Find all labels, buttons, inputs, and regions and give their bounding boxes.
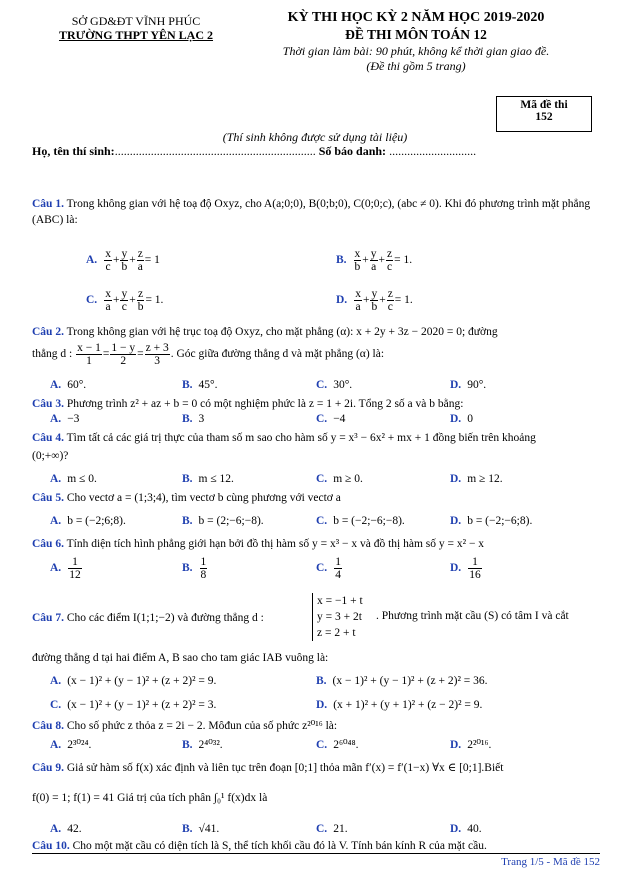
question-7-line-2: đường thẳng d tại hai điểm A, B sao cho tam giác IAB vuông là: bbox=[32, 652, 329, 664]
q5-option-b[interactable]: B. b = (2;−6;−8). bbox=[182, 515, 264, 527]
q5-option-d[interactable]: D. b = (−2;−6;8). bbox=[450, 515, 533, 527]
question-number: Câu 1. bbox=[32, 198, 64, 210]
q6-option-b[interactable]: B. $\frac{1}{8}$ bbox=[182, 556, 207, 581]
name-field[interactable]: ................................................................... bbox=[114, 144, 316, 158]
q5-option-a[interactable]: A. b = (−2;6;8). bbox=[50, 515, 126, 527]
q7-option-d[interactable]: D. (x + 1)² + (y + 1)² + (z − 2)² = 9. bbox=[316, 699, 483, 711]
sbd-field[interactable]: ............................. bbox=[389, 144, 477, 158]
exam-code-box bbox=[496, 96, 592, 132]
question-8: Câu 8. Cho số phức z thỏa z = 2i − 2. Môđun của số phức z²⁰¹⁶ là: bbox=[32, 720, 338, 732]
exam-pages: (Đề thi gồm 5 trang) bbox=[366, 59, 466, 73]
exam-code-value: 152 bbox=[535, 111, 553, 123]
q5-option-c[interactable]: C. b = (−2;−6;−8). bbox=[316, 515, 405, 527]
q3-option-c[interactable]: C. −4 bbox=[316, 413, 346, 425]
q2-option-b[interactable]: B. 45°. bbox=[182, 379, 218, 391]
question-9-line-2: f(0) = 1; f(1) = 41 Giá trị của tích phân ∫₀¹ f(x)dx là bbox=[32, 792, 268, 804]
question-1 bbox=[32, 196, 600, 228]
q4-option-b[interactable]: B. m ≤ 12. bbox=[182, 473, 234, 485]
q9-option-c[interactable]: C. 21. bbox=[316, 823, 348, 835]
q9-option-d[interactable]: D. 40. bbox=[450, 823, 482, 835]
q8-option-b[interactable]: B. 2⁴⁰³². bbox=[182, 739, 223, 751]
q3-option-b[interactable]: B. 3 bbox=[182, 413, 205, 425]
q4-option-d[interactable]: D. m ≥ 12. bbox=[450, 473, 503, 485]
q9-option-a[interactable]: A. 42. bbox=[50, 823, 82, 835]
q1-option-b[interactable]: B. $\frac{x}{b}$ + $\frac{y}{a}$ + $\frac{z}{c}$ = 1. bbox=[336, 248, 413, 273]
q6-option-c[interactable]: C. $\frac{1}{4}$ bbox=[316, 556, 341, 581]
exam-time: Thời gian làm bài: 90 phút, không kể thời gian giao đề. bbox=[282, 44, 550, 58]
exam-code-label: Mã đề thi bbox=[520, 99, 568, 111]
school-name: TRƯỜNG THPT YÊN LẠC 2 bbox=[58, 28, 214, 42]
candidate-info bbox=[32, 144, 476, 159]
sbd-label: Số báo danh: bbox=[318, 144, 387, 158]
q8-option-c[interactable]: C. 2⁶⁰⁴⁸. bbox=[316, 739, 359, 751]
question-7-text-post: . Phương trình mặt cầu (S) có tâm I và cắt bbox=[376, 610, 569, 622]
q2-option-c[interactable]: C. 30°. bbox=[316, 379, 353, 391]
q1-option-d[interactable]: D. $\frac{x}{a}$ + $\frac{y}{b}$ + $\frac{z}{c}$ = 1. bbox=[336, 288, 413, 313]
exam-subject: ĐỀ THI MÔN TOÁN 12 bbox=[345, 27, 487, 42]
department-name: SỞ GD&ĐT VĨNH PHÚC bbox=[71, 14, 201, 28]
question-5: Câu 5. Cho vectơ a = (1;3;4), tìm vectơ b cùng phương với vectơ a bbox=[32, 492, 341, 504]
q2-option-d[interactable]: D. 90°. bbox=[450, 379, 487, 391]
q2-option-a[interactable]: A. 60°. bbox=[50, 379, 87, 391]
q4-option-a[interactable]: A. m ≤ 0. bbox=[50, 473, 97, 485]
question-4: Câu 4. Tìm tất cả các giá trị thực của tham số m sao cho hàm số y = x³ − 6x² + mx + 1 đồng biến trên khoảng bbox=[32, 432, 536, 444]
page-footer: Trang 1/5 - Mã đề 152 bbox=[501, 856, 600, 868]
q1-option-c[interactable]: C. $\frac{x}{a}$ + $\frac{y}{c}$ + $\frac{z}{b}$ = 1. bbox=[86, 288, 164, 313]
question-2: Câu 2. Trong không gian với hệ trục toạ độ Oxyz, cho mặt phẳng (α): x + 2y + 3z − 2020 = 0; đường bbox=[32, 326, 498, 338]
q6-option-d[interactable]: D. $\frac{1}{16}$ bbox=[450, 556, 481, 581]
question-7: Câu 7. Cho các điểm I(1;1;−2) và đường thẳng d : bbox=[32, 612, 264, 624]
question-text: Trong không gian với hệ toạ độ Oxyz, cho A(a;0;0), B(0;b;0), C(0;0;c), (abc ≠ 0). Khi đó phương trình mặt phẳng (ABC) là: bbox=[32, 198, 591, 226]
name-label: Họ, tên thí sinh: bbox=[32, 144, 115, 158]
q6-option-a[interactable]: A. $\frac{1}{12}$ bbox=[50, 556, 81, 581]
question-3: Câu 3. Phương trình z² + az + b = 0 có một nghiệm phức là z = 1 + 2i. Tổng 2 số a và b bằng: bbox=[32, 398, 464, 410]
q3-option-d[interactable]: D. 0 bbox=[450, 413, 473, 425]
line-d-system: x = −1 + t y = 3 + 2t z = 2 + t bbox=[312, 593, 363, 641]
q3-option-a[interactable]: A. −3 bbox=[50, 413, 80, 425]
question-10: Câu 10. Cho một mặt cầu có diện tích là S, thể tích khối cầu đó là V. Tính bán kính R của mặt cầu. bbox=[32, 840, 487, 852]
q7-option-b[interactable]: B. (x − 1)² + (y − 1)² + (z + 2)² = 36. bbox=[316, 675, 488, 687]
question-2-line-2: thẳng d : $\frac{x - 1}{1}$ = $\frac{1 - y}{2}$ = $\frac{z + 3}{3}$ . Góc giữa đường thẳng d và mặt phẳng (α) là: bbox=[32, 342, 385, 367]
no-materials-note: (Thí sinh không được sử dụng tài liệu) bbox=[222, 130, 408, 144]
q1-option-a[interactable]: A. $\frac{x}{c}$ + $\frac{y}{b}$ + $\frac{z}{a}$ = 1 bbox=[86, 248, 160, 273]
question-4-line-2: (0;+∞)? bbox=[32, 450, 69, 462]
q8-option-a[interactable]: A. 2³⁰²⁴. bbox=[50, 739, 92, 751]
q7-option-a[interactable]: A. (x − 1)² + (y − 1)² + (z + 2)² = 9. bbox=[50, 675, 217, 687]
question-9: Câu 9. Giả sử hàm số f(x) xác định và liên tục trên đoạn [0;1] thỏa mãn f′(x) = f′(1−x) ∀x ∈ [0;1].Biết bbox=[32, 762, 504, 774]
footer-divider bbox=[32, 853, 600, 854]
q9-option-b[interactable]: B. √41. bbox=[182, 823, 220, 835]
q4-option-c[interactable]: C. m ≥ 0. bbox=[316, 473, 363, 485]
q8-option-d[interactable]: D. 2²⁰¹⁶. bbox=[450, 739, 492, 751]
q7-option-c[interactable]: C. (x − 1)² + (y − 1)² + (z + 2)² = 3. bbox=[50, 699, 217, 711]
exam-title: KỲ THI HỌC KỲ 2 NĂM HỌC 2019-2020 bbox=[287, 10, 545, 25]
question-6: Câu 6. Tính diện tích hình phẳng giới hạn bởi đồ thị hàm số y = x³ − x và đồ thị hàm số y = x² − x bbox=[32, 538, 485, 550]
